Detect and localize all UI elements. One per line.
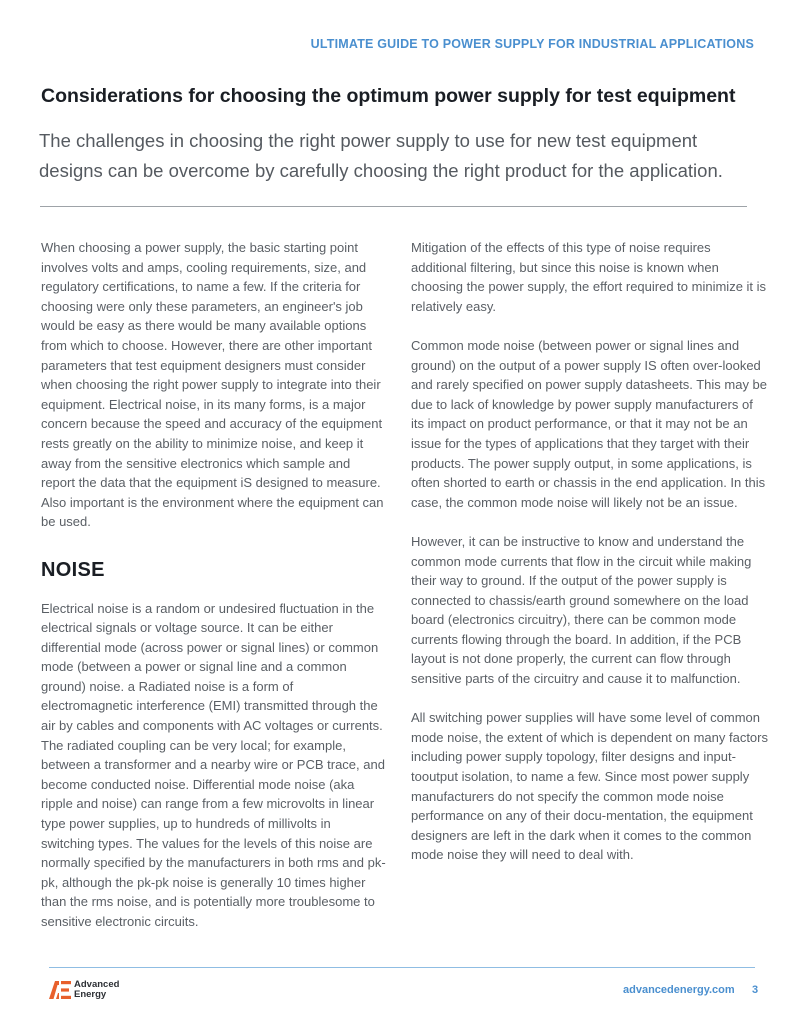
footer-url[interactable]: advancedenergy.com: [623, 984, 735, 996]
footer-divider: [49, 967, 755, 968]
footer-logo: [49, 980, 119, 999]
running-header: ULTIMATE GUIDE TO POWER SUPPLY FOR INDUSTRIAL APPLICATIONS: [310, 37, 754, 51]
advanced-energy-logo-icon: [49, 981, 71, 999]
logo-wordmark: [74, 980, 119, 999]
body-paragraph: Common mode noise (between power or signal lines and ground) on the output of a power supply IS often over-looked and rarely specified on power supply datasheets. This may be due to lack of knowledge by power supply manufacturers of its impact on product performance, or that it may not be an issue for the types of applications that they target with their products. The power supply output, in some applications, is often shorted to earth or chassis in the end application. In this case, the common mode noise will likely not be an issue.: [411, 337, 768, 510]
section-heading-noise: NOISE: [41, 558, 105, 581]
page-title: Considerations for choosing the optimum power supply for test equipment: [41, 85, 736, 107]
body-paragraph: All switching power supplies will have some level of common mode noise, the extent of which is dependent on many factors including power supply topology, filter designs and input-tooutput isolation, to name a few. Since most power supply manufacturers do not specify the common mode noise performance on any of their docu-mentation, the equipment designers are left in the dark when it comes to the common mode noise they will need to deal with.: [411, 710, 768, 863]
logo-line-1: Advanced: [74, 979, 120, 990]
left-column: [41, 238, 387, 932]
intro-text: The challenges in choosing the right power supply to use for new test equipment designs can be overcome by carefully choosing the right product for the application.: [39, 130, 723, 181]
noise-paragraph: Electrical noise is a random or undesired fluctuation in the electrical signals or voltage source. It can be either differential mode (across power or signal lines) or common mode (between a power or signal line and a common ground) noise. a Radiated noise is a form of electromagnetic interference (EMI) transmitted through the air by cables and components with AC voltages or currents. The radiated coupling can be very local; for example, between a transformer and a nearby wire or PCB trace, and become conducted noise. Differential mode noise (aka ripple and noise) can range from a few microvolts in linear type power supplies, up to hundreds of millivolts in switching types. The values for the levels of this noise are normally specified by the manufacturers in both rms and pk-pk, although the pk-pk noise is generally 10 times higher than the rms noise, and is potentially more troublesome to sensitive electronic circuits.: [41, 600, 386, 929]
page-number: 3: [752, 984, 759, 996]
top-divider: [40, 206, 747, 207]
logo-line-2: Energy: [74, 988, 107, 1000]
intro-paragraph: When choosing a power supply, the basic starting point involves volts and amps, cooling requirements, size, and regulatory certifications, to name a few. If the criteria for choosing were only these parameters, an engineer's job would be easy as there would be many available options from which to choose. However, there are other important parameters that test equipment designers must consider when choosing the right power supply to integrate into their equipment. Electrical noise, in its many forms, is a major concern because the speed and accuracy of the equipment rests greatly on the ability to minimize noise, and keep it away from the sensitive electronics which sample and report the data that the equipment iS designed to measure. Also important is the environment where the equipment can be used.: [41, 240, 384, 530]
body-paragraph: Mitigation of the effects of this type of noise requires additional filtering, but since this noise is known when choosing the power supply, the effort required to minimize it is relatively easy.: [411, 240, 767, 314]
body-paragraph: However, it can be instructive to know and understand the common mode currents that flow in the circuit while making their way to ground. If the output of the power supply is connected to chassis/earth ground somewhere on the load board (electronics circuitry), there can be common mode currents flowing through the board. In addition, if the PCB layout is not done properly, the current can flow through sensitive parts of the circuitry and cause it to malfunction.: [411, 533, 752, 687]
right-column: [411, 238, 769, 865]
